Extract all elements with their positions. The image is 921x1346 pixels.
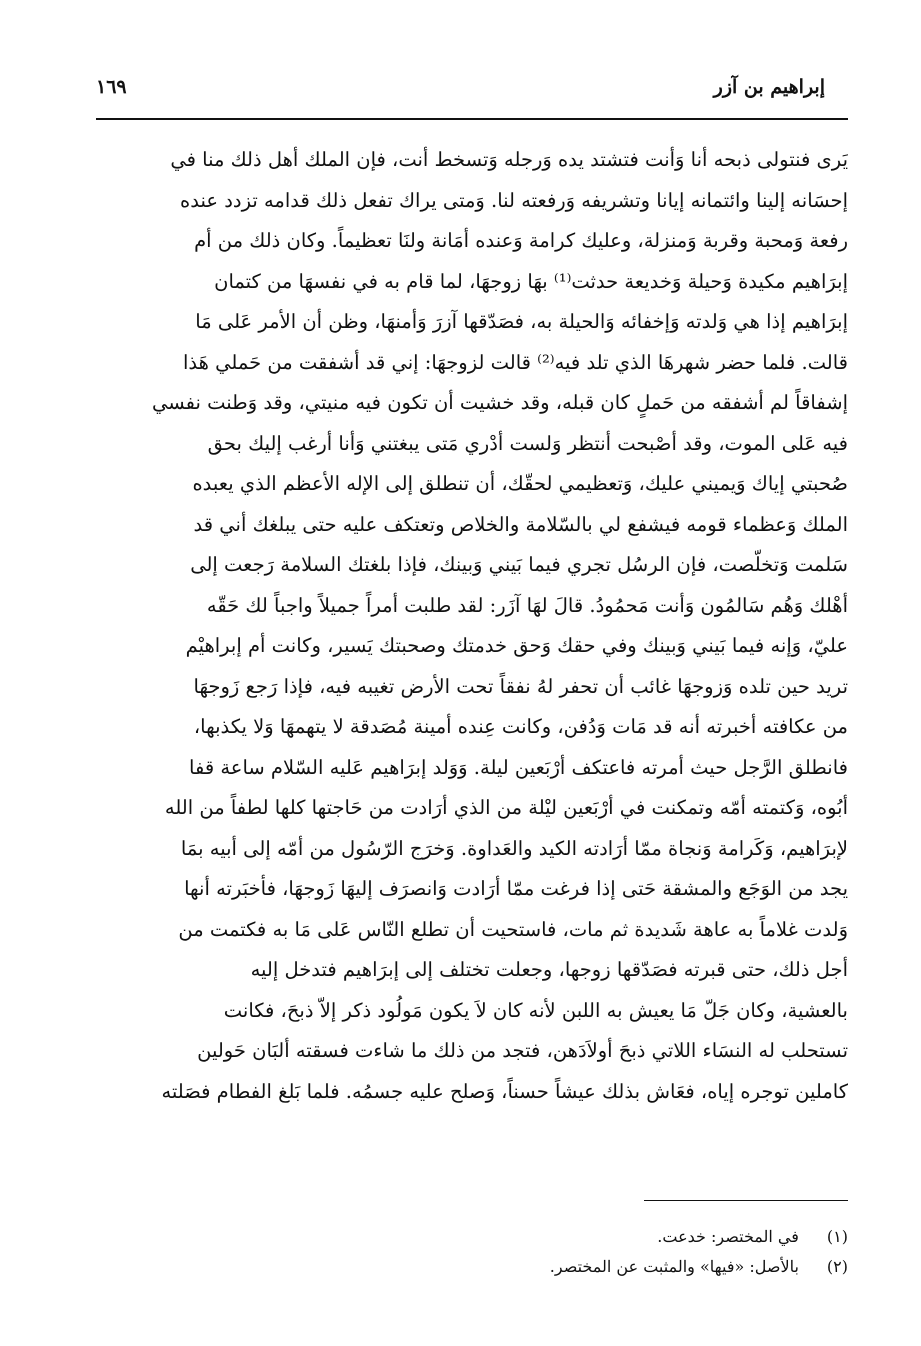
header-rule bbox=[96, 118, 848, 120]
body-line: صُحبتي إياك وَيميني عليك، وَتعظيمي لحقّك، أن تنطلق إلى الإله الأعظم الذي يعبده bbox=[192, 472, 848, 495]
body-line: وَلدت غلاماً به عاهة شَديدة ثم مات، فاستحيت أن تطلع النّاس عَلى مَا به فكتمت من bbox=[178, 917, 848, 941]
body-line: بالعشية، وكان جَلّ مَا يعيش به اللبن لأنه كان لاَ يكون مَولُود ذكر إلاّ ذبحَ، فكانت bbox=[223, 998, 848, 1022]
body-line: كاملين توجره إياه، فعَاش بذلك عيشاً حسناً، وَصلح عليه جسمُه. فلما بَلغ الفطام فصَلته bbox=[161, 1079, 848, 1103]
footnote-text: بالأصل: «فيها» والمثبت عن المختصر. bbox=[549, 1257, 799, 1276]
body-line: يجد من الوَجَع والمشقة حَتى إذا فرغت ممّا أرَادت وَانصرَف إليهَا زَوجهَا، فأخبَرته أنها bbox=[184, 877, 848, 900]
body-line: فيه عَلى الموت، وقد أصْبحت أنتظر وَلست أدْري مَتى يبغتني وَأنا أرغب إليك بحق bbox=[207, 431, 848, 455]
body-text bbox=[96, 140, 848, 1112]
body-line: إبرَاهيم مكيدة وَحيلة وَخديعة حدثت⁽¹⁾ بهَا زوجهَا، لما قام به في نفسهَا من كتمان bbox=[214, 269, 848, 293]
body-line: يَرى فنتولى ذبحه أنا وَأنت فتشتد يده وَرجله وَتسخط أنت، فإن الملك أهل ذلك منا في bbox=[170, 148, 848, 171]
body-line: قالت. فلما حضر شهرهَا الذي تلد فيه⁽²⁾ قالت لزوجهَا: إني قد أشفقت من حَملي هَذا bbox=[183, 350, 848, 374]
body-line: أبُوه، وَكتمته أمّه وتمكنت في أرْبَعين ليْلة من الذي أرَادت من حَاجتها كلها لطفاً من الله bbox=[164, 796, 848, 819]
footnote bbox=[96, 1252, 848, 1282]
footnote-number: (٢) bbox=[826, 1257, 848, 1276]
body-line: أهْلك وَهُم سَالمُون وَأنت مَحمُودُ. قالَ لهَا آزَر: لقد طلبت أمراً جميلاً واجباً لك حَقّه bbox=[206, 593, 848, 617]
body-line: تريد حين تلده وَزوجهَا غائب أن تحفر لهُ نفقاً تحت الأرض تغيبه فيه، فإذا رَجع زَوجهَا bbox=[193, 674, 848, 698]
running-title: إبراهيم بن آزر bbox=[713, 76, 825, 98]
body-line: إحسَانه إلينا وائتمانه إيانا وتشريفه وَرفعته لنا. وَمتى يراك تفعل ذلك قدامه تزدد عنده bbox=[180, 188, 848, 212]
body-line: عليّ، وَإنه فيما بَيني وَبينك وفي حقك وَحق خدمتك وصحبتك يَسير، وكانت أم إبراهيْم bbox=[185, 634, 848, 657]
body-line: إبرَاهيم إذا هي وَلدته وَإخفائه وَالحيلة به، فصَدّقها آزرَ وَأمنهَا، وظن أن الأمر عَلى مَا bbox=[195, 310, 848, 333]
footnote-text: في المختصر: خدعت. bbox=[657, 1227, 799, 1246]
body-line: الملك وَعظماء قومه فيشفع لي بالسّلامة والخلاص وتعتكف عليه حتى يبلغك أني قد bbox=[193, 512, 848, 536]
body-line: أجل ذلك، حتى قبرته فصَدّقها زوجها، وجعلت تختلف إلى إبرَاهيم فتدخل إليه bbox=[250, 958, 848, 981]
body-line: تستحلب له النسَاء اللاتي ذبحَ أولاَدَهن، فتجد من ذلك ما شاءت فسقته ألبَان حَولين bbox=[197, 1039, 848, 1062]
footnote bbox=[96, 1222, 848, 1252]
body-line: سَلمت وَتخلّصت، فإن الرسُل تجري فيما بَيني وَبينك، فإذا بلغتك السلامة رَجعت إلى bbox=[190, 553, 848, 576]
body-line: رفعة وَمحبة وقربة وَمنزلة، وعليك كرامة وَعنده أمَانة ولنَا تعظيماً. وكان ذلك من أم bbox=[194, 229, 848, 252]
body-line: إشفاقاً لم أشفقه من حَملٍ كان قبله، وقد خشيت أن تكون فيه منيتي، وقد وَطنت نفسي bbox=[152, 391, 848, 414]
body-line: لإبرَاهيم، وَكَرامة وَنجاة ممّا أرَادته الكيد والعَداوة. وَخرَج الرّسُول من أمّه إلى أبيه بمَا bbox=[180, 836, 848, 860]
page-number: ١٦٩ bbox=[96, 76, 127, 98]
footnote-number: (١) bbox=[826, 1227, 848, 1246]
body-line: من عكافته أخبرته أنه قد مَات وَدُفن، وكانت عِنده أمينة مُصَدقة لا يتهمهَا وَلا يكذبها، bbox=[193, 715, 848, 738]
footnotes bbox=[96, 1222, 848, 1282]
body-line: فانطلق الرَّجل حيث أمرته فاعتكف أرْبَعين ليلة. وَوَلد إبرَاهيم عَليه السّلام ساعة قفا bbox=[189, 755, 848, 779]
footnote-rule bbox=[644, 1200, 848, 1201]
